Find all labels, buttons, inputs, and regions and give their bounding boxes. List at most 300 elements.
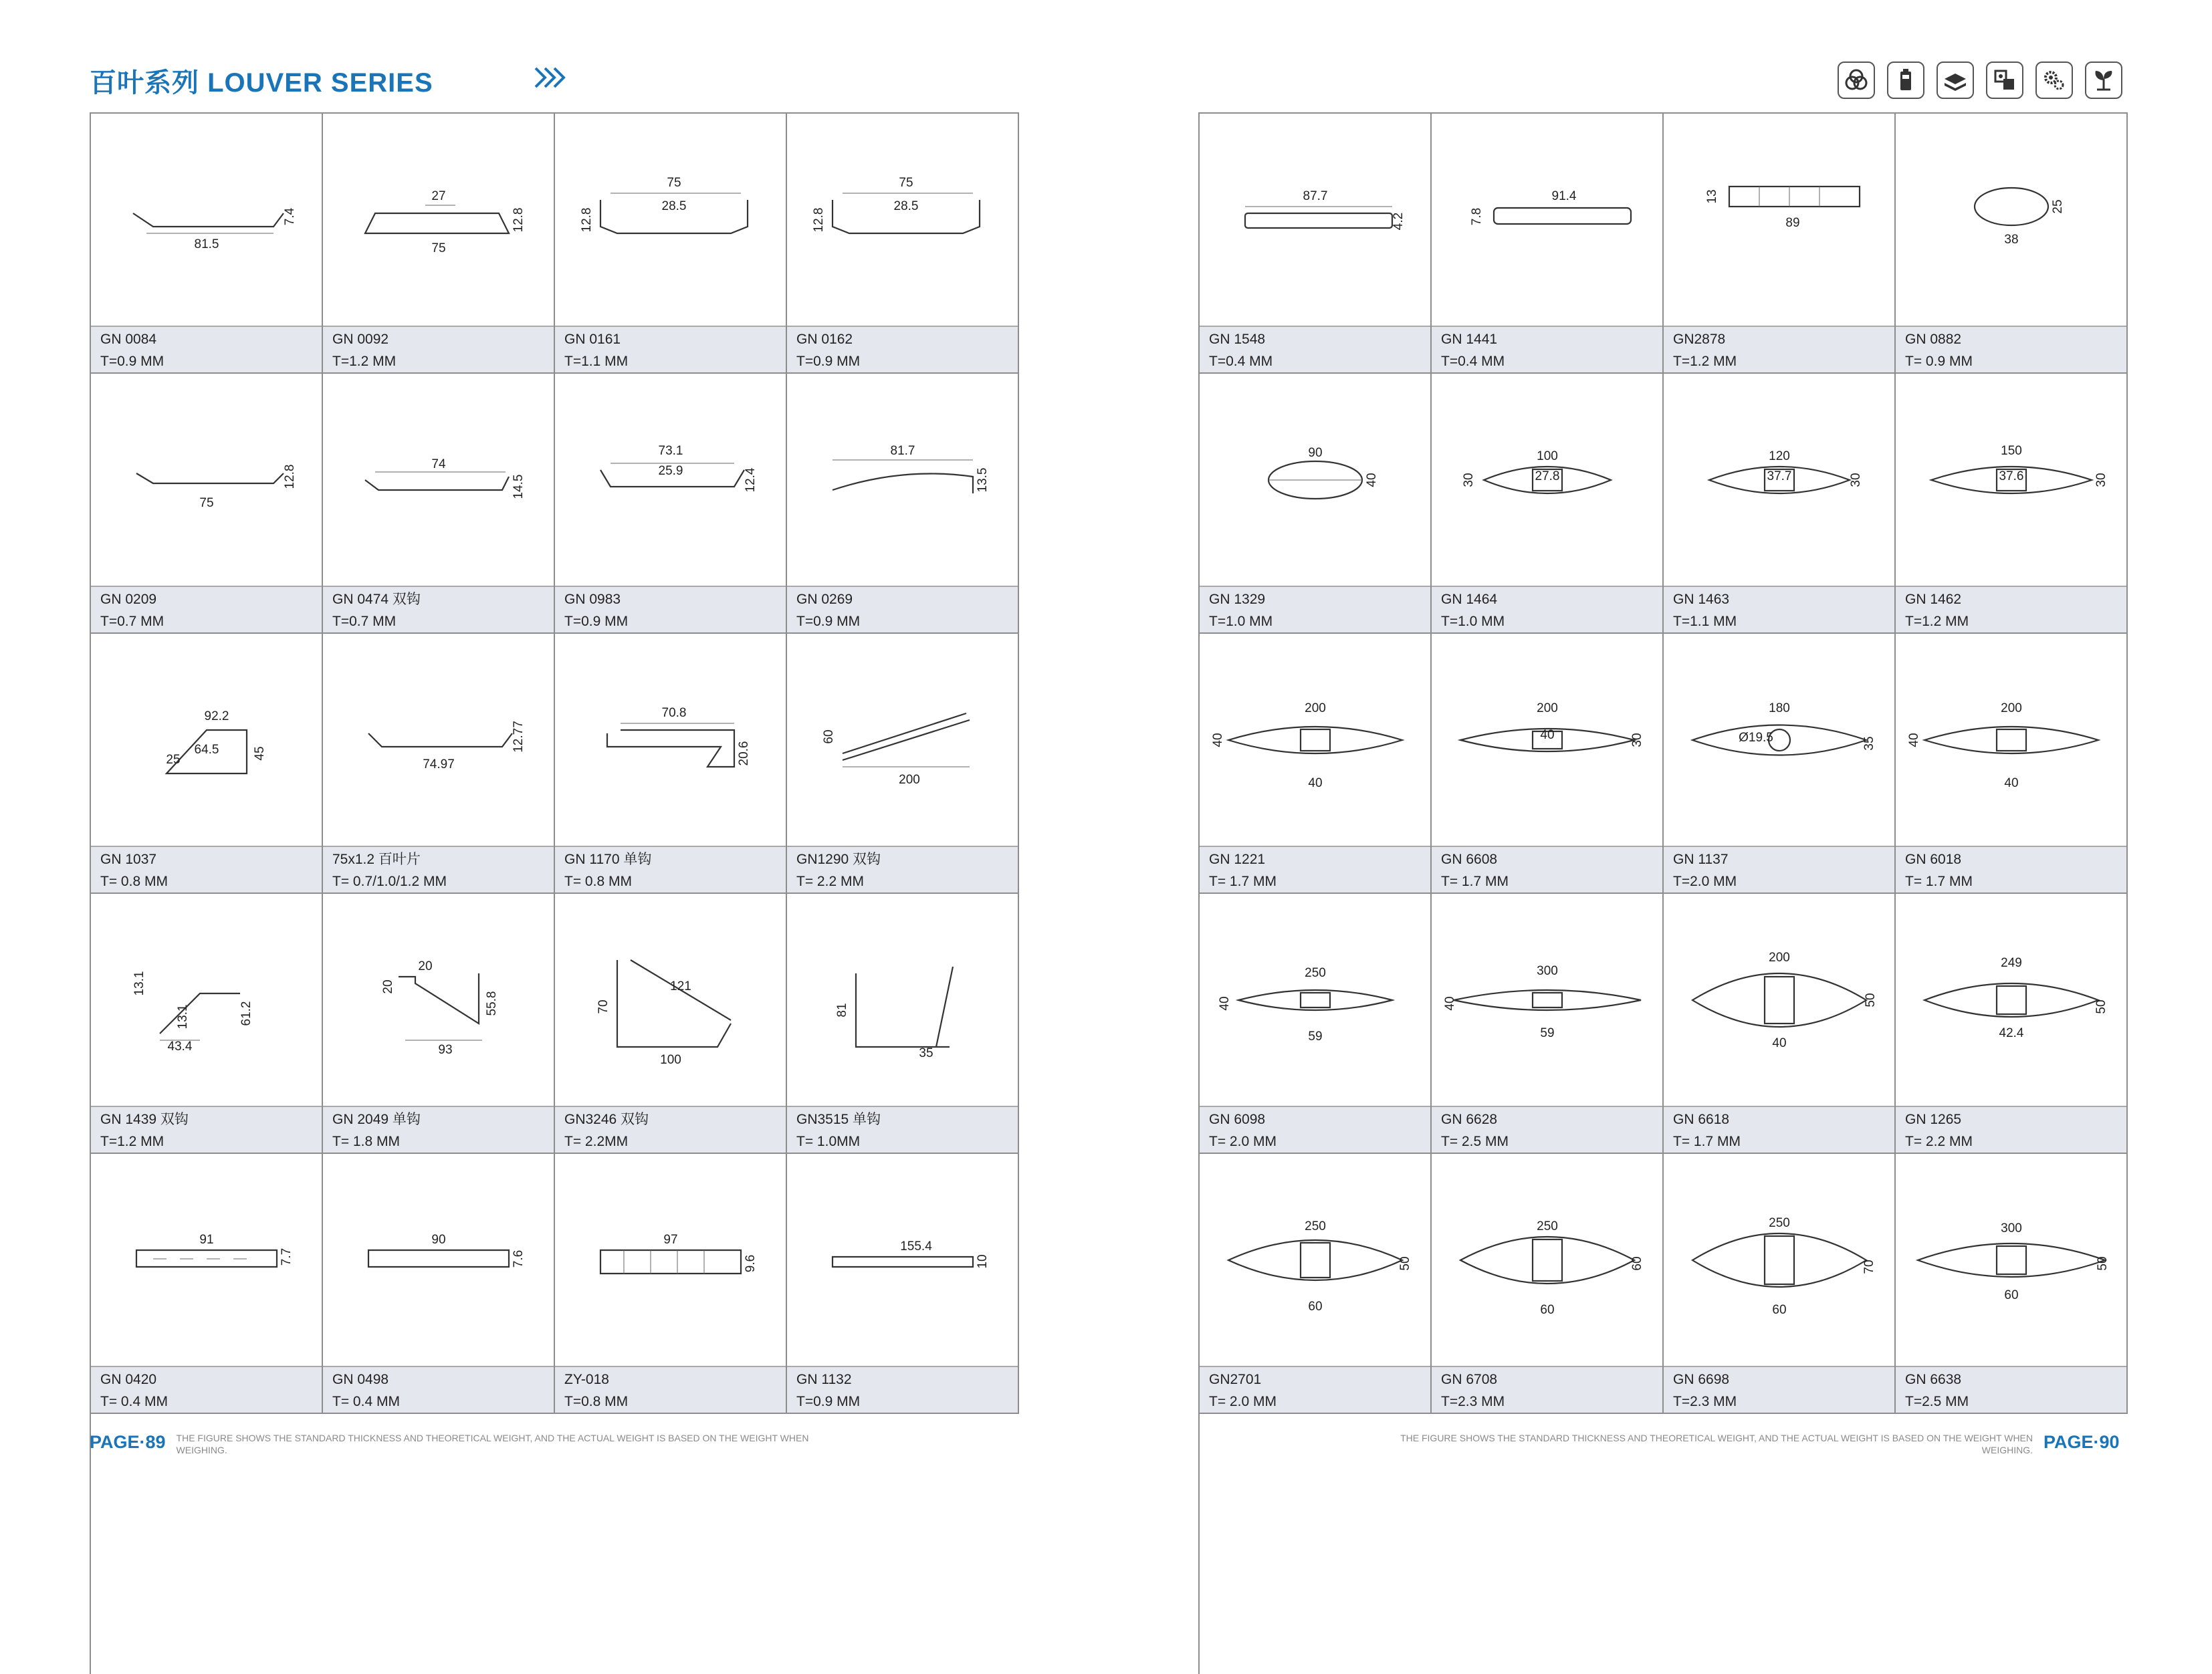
product-code: GN2701 xyxy=(1209,1372,1262,1387)
product-cell xyxy=(91,634,323,894)
product-code: GN3246 双钩 xyxy=(564,1112,649,1127)
profile-drawing xyxy=(787,1154,1018,1366)
product-info xyxy=(1896,326,2126,372)
profile-drawing xyxy=(1896,1154,2126,1366)
product-cell xyxy=(555,114,787,374)
product-cell xyxy=(1200,374,1432,634)
product-info xyxy=(1432,1106,1662,1153)
product-info xyxy=(1432,326,1662,372)
dimension-label: 97 xyxy=(663,1232,678,1247)
dimension-label: 40 xyxy=(1217,995,1232,1011)
product-info xyxy=(1896,1106,2126,1153)
product-code: GN 1464 xyxy=(1441,592,1498,607)
dimension-label: 70 xyxy=(596,999,611,1014)
dimension-label: 60 xyxy=(1630,1256,1644,1271)
dimension-label: 300 xyxy=(2000,1221,2022,1235)
dimension-label: 30 xyxy=(1630,732,1644,747)
dimension-label: 37.6 xyxy=(1999,469,2023,483)
dimension-label: 38 xyxy=(2003,232,2019,247)
page-number-right: PAGE·90 xyxy=(2043,1432,2120,1452)
product-thickness: T=1.0 MM xyxy=(1441,614,1505,629)
profile-drawing xyxy=(787,894,1018,1106)
product-cell xyxy=(1896,634,2128,894)
dimension-label: 25 xyxy=(165,752,181,767)
profile-drawing xyxy=(91,1154,322,1366)
product-cell xyxy=(787,634,1019,894)
profile-drawing xyxy=(1896,374,2126,586)
dimension-label: 35 xyxy=(1862,735,1876,751)
dimension-label: 28.5 xyxy=(893,199,918,213)
product-code: GN 1463 xyxy=(1673,592,1730,607)
circuit-icon xyxy=(1986,62,2023,99)
dimension-label: 40 xyxy=(1771,1036,1787,1050)
dimension-label: 75 xyxy=(199,495,214,510)
product-code: GN 6698 xyxy=(1673,1372,1730,1387)
dimension-label: 12.4 xyxy=(743,467,758,492)
product-thickness: T= 1.7 MM xyxy=(1905,874,1973,889)
product-code: GN 0498 xyxy=(332,1372,389,1387)
product-cell xyxy=(555,1154,787,1414)
dimension-label: 93 xyxy=(437,1042,453,1057)
dimension-label: 250 xyxy=(1768,1215,1790,1230)
product-thickness: T=0.7 MM xyxy=(332,614,397,629)
product-info xyxy=(1432,586,1662,632)
product-code: GN 6708 xyxy=(1441,1372,1498,1387)
product-thickness: T=2.3 MM xyxy=(1441,1394,1505,1409)
product-thickness: T= 2.0 MM xyxy=(1209,1394,1277,1409)
dimension-label: 180 xyxy=(1768,701,1790,715)
product-info xyxy=(1432,846,1662,892)
right-footer xyxy=(1357,1432,2120,1456)
product-info xyxy=(323,1366,554,1413)
product-info xyxy=(91,1366,322,1413)
dimension-label: 60 xyxy=(2003,1288,2019,1302)
dimension-label: 75 xyxy=(898,175,913,190)
product-thickness: T=0.4 MM xyxy=(1441,354,1505,369)
product-code: GN 6628 xyxy=(1441,1112,1498,1127)
dimension-label: 90 xyxy=(431,1232,446,1247)
dimension-label: 7.4 xyxy=(282,207,297,225)
profile-drawing xyxy=(91,114,322,326)
product-cell xyxy=(91,894,323,1154)
dimension-label: 50 xyxy=(2095,1256,2110,1271)
product-cell xyxy=(1664,634,1896,894)
page-title: 百叶系列 LOUVER SERIES xyxy=(90,68,433,98)
profile-drawing xyxy=(1664,634,1894,846)
product-cell xyxy=(1200,114,1432,374)
product-cell xyxy=(787,1154,1019,1414)
product-info xyxy=(1200,586,1430,632)
profile-drawing xyxy=(1432,374,1662,586)
dimension-label: 81 xyxy=(835,1002,849,1018)
product-code: GN 6608 xyxy=(1441,852,1498,867)
product-thickness: T=2.0 MM xyxy=(1673,874,1737,889)
profile-drawing xyxy=(1664,374,1894,586)
product-code: GN 1548 xyxy=(1209,332,1266,347)
product-info xyxy=(323,586,554,632)
dimension-label: 61.2 xyxy=(239,1001,253,1026)
profile-drawing xyxy=(1200,634,1430,846)
dimension-label: 81.5 xyxy=(194,237,219,251)
dimension-label: 100 xyxy=(1536,449,1558,463)
product-code: GN 0092 xyxy=(332,332,389,347)
dimension-label: 70.8 xyxy=(661,705,686,720)
product-cell xyxy=(787,374,1019,634)
dimension-label: 59 xyxy=(1307,1029,1323,1044)
footer-note-right: THE FIGURE SHOWS THE STANDARD THICKNESS AND THEORETICAL WEIGHT, AND THE ACTUAL WEIGHT IS BASED ON THE WEIGHT WHEN WEIGHING. xyxy=(1400,1433,2033,1455)
dimension-label: 74.97 xyxy=(422,757,455,771)
dimension-label: 250 xyxy=(1304,1219,1326,1233)
dimension-label: 81.7 xyxy=(890,443,915,458)
dimension-label: 40 xyxy=(1539,727,1555,742)
dimension-label: 12.8 xyxy=(811,207,826,232)
product-code: GN 0474 双钩 xyxy=(332,592,421,607)
dimension-label: 75 xyxy=(666,175,681,190)
product-thickness: T=1.1 MM xyxy=(564,354,629,369)
product-cell xyxy=(1432,114,1664,374)
page-number-left: PAGE·89 xyxy=(90,1432,166,1452)
dimension-label: 249 xyxy=(2000,955,2022,970)
product-thickness: T= 2.2 MM xyxy=(1905,1134,1973,1149)
product-info xyxy=(555,1106,786,1153)
product-code: GN 0983 xyxy=(564,592,621,607)
dimension-label: 13.1 xyxy=(132,971,146,995)
dimension-label: 13.1 xyxy=(175,1004,190,1029)
product-info xyxy=(1896,846,2126,892)
profile-drawing xyxy=(323,894,554,1106)
dimension-label: 28.5 xyxy=(661,199,686,213)
product-info xyxy=(323,326,554,372)
product-thickness: T=1.2 MM xyxy=(1673,354,1737,369)
product-cell xyxy=(1896,374,2128,634)
product-info xyxy=(1200,846,1430,892)
recycle-icon xyxy=(1838,62,1875,99)
double-chevron-right-icon xyxy=(532,64,569,91)
dimension-label: 55.8 xyxy=(484,991,499,1015)
product-info xyxy=(787,586,1018,632)
product-info xyxy=(555,1366,786,1413)
dimension-label: 40 xyxy=(1210,732,1225,747)
product-thickness: T= 1.8 MM xyxy=(332,1134,400,1149)
profile-drawing xyxy=(323,374,554,586)
dimension-label: 87.7 xyxy=(1303,189,1327,203)
product-code: GN 6098 xyxy=(1209,1112,1266,1127)
product-thickness: T= 2.2 MM xyxy=(796,874,864,889)
left-footer xyxy=(90,1432,852,1456)
dimension-label: 20 xyxy=(380,979,395,994)
product-info xyxy=(323,846,554,892)
profile-drawing xyxy=(787,374,1018,586)
dimension-label: 50 xyxy=(1398,1256,1412,1271)
eco-plant-icon xyxy=(2085,62,2122,99)
product-code: GN 0882 xyxy=(1905,332,1962,347)
dimension-label: 7.8 xyxy=(1469,207,1484,225)
profile-drawing xyxy=(1432,1154,1662,1366)
product-code: GN 0420 xyxy=(100,1372,157,1387)
product-info xyxy=(1200,326,1430,372)
product-info xyxy=(555,586,786,632)
product-cell xyxy=(91,374,323,634)
dimension-label: 12.77 xyxy=(511,720,526,753)
product-info xyxy=(1200,1106,1430,1153)
dimension-label: 30 xyxy=(1848,472,1863,487)
dimension-label: 12.8 xyxy=(511,207,526,232)
product-code: GN 6638 xyxy=(1905,1372,1962,1387)
product-code: GN 0161 xyxy=(564,332,621,347)
product-thickness: T=0.9 MM xyxy=(100,354,164,369)
product-code: GN2878 xyxy=(1673,332,1726,347)
product-info xyxy=(91,586,322,632)
product-code: ZY-018 xyxy=(564,1372,609,1387)
product-thickness: T=0.7 MM xyxy=(100,614,164,629)
product-thickness: T= 1.0MM xyxy=(796,1134,861,1149)
profile-drawing xyxy=(1200,894,1430,1106)
product-info xyxy=(787,846,1018,892)
product-code: GN1290 双钩 xyxy=(796,852,881,867)
product-thickness: T=0.4 MM xyxy=(1209,354,1273,369)
profile-drawing xyxy=(1200,374,1430,586)
dimension-label: 200 xyxy=(898,772,920,787)
product-thickness: T= 2.5 MM xyxy=(1441,1134,1509,1149)
product-cell xyxy=(555,374,787,634)
dimension-label: 60 xyxy=(1539,1302,1555,1317)
dimension-label: 12.8 xyxy=(282,464,297,489)
product-info xyxy=(555,326,786,372)
product-thickness: T= 1.7 MM xyxy=(1673,1134,1741,1149)
profile-drawing xyxy=(323,634,554,846)
dimension-label: 92.2 xyxy=(204,709,229,723)
profile-drawing xyxy=(555,1154,786,1366)
product-cell xyxy=(555,634,787,894)
product-info xyxy=(1432,1366,1662,1413)
product-thickness: T=0.9 MM xyxy=(796,1394,861,1409)
profile-drawing xyxy=(1896,634,2126,846)
dimension-label: 150 xyxy=(2000,443,2022,458)
dimension-label: 250 xyxy=(1536,1219,1558,1233)
dimension-label: 7.7 xyxy=(279,1247,294,1266)
product-code: GN 0162 xyxy=(796,332,853,347)
dimension-label: 14.5 xyxy=(511,474,526,499)
product-thickness: T=0.9 MM xyxy=(796,354,861,369)
dimension-label: 13 xyxy=(1704,189,1719,204)
product-thickness: T=1.1 MM xyxy=(1673,614,1737,629)
product-cell xyxy=(1432,374,1664,634)
product-info xyxy=(91,1106,322,1153)
product-info xyxy=(1664,586,1894,632)
dimension-label: 40 xyxy=(1364,472,1379,487)
dimension-label: 40 xyxy=(1906,732,1921,747)
profile-drawing xyxy=(91,634,322,846)
product-code: GN 1037 xyxy=(100,852,157,867)
product-cell xyxy=(1200,1154,1432,1414)
product-code: GN 6618 xyxy=(1673,1112,1730,1127)
footer-note-left: THE FIGURE SHOWS THE STANDARD THICKNESS AND THEORETICAL WEIGHT, AND THE ACTUAL WEIGHT IS BASED ON THE WEIGHT WHEN WEIGHING. xyxy=(176,1433,809,1455)
profile-drawing xyxy=(555,114,786,326)
product-thickness: T=1.2 MM xyxy=(1905,614,1969,629)
dimension-label: 7.6 xyxy=(511,1249,526,1268)
product-info xyxy=(1664,1106,1894,1153)
product-code: GN3515 单钩 xyxy=(796,1112,881,1127)
product-cell xyxy=(1432,894,1664,1154)
product-cell xyxy=(323,374,555,634)
dimension-label: 120 xyxy=(1768,449,1790,463)
product-cell xyxy=(323,634,555,894)
product-thickness: T=2.5 MM xyxy=(1905,1394,1969,1409)
product-thickness: T=1.0 MM xyxy=(1209,614,1273,629)
product-info xyxy=(1664,1366,1894,1413)
dimension-label: 60 xyxy=(821,729,836,744)
profile-drawing xyxy=(555,894,786,1106)
product-cell xyxy=(1896,114,2128,374)
product-cell xyxy=(323,894,555,1154)
product-thickness: T=1.2 MM xyxy=(100,1134,164,1149)
dimension-label: 59 xyxy=(1539,1026,1555,1040)
product-info xyxy=(1896,586,2126,632)
product-thickness: T= 0.9 MM xyxy=(1905,354,1973,369)
product-code: 75x1.2 百叶片 xyxy=(332,852,421,867)
product-cell xyxy=(1432,1154,1664,1414)
dimension-label: 25 xyxy=(2050,199,2065,214)
product-code: GN 6018 xyxy=(1905,852,1962,867)
product-info xyxy=(787,1106,1018,1153)
dimension-label: 13.5 xyxy=(975,467,990,492)
product-thickness: T= 0.8 MM xyxy=(564,874,632,889)
product-thickness: T= 0.4 MM xyxy=(100,1394,168,1409)
product-thickness: T=2.3 MM xyxy=(1673,1394,1737,1409)
product-code: GN 1170 单钩 xyxy=(564,852,652,867)
product-cell xyxy=(1896,1154,2128,1414)
profile-drawing xyxy=(1896,894,2126,1106)
dimension-label: 90 xyxy=(1307,445,1323,460)
battery-icon xyxy=(1887,62,1924,99)
product-cell xyxy=(323,1154,555,1414)
dimension-label: 250 xyxy=(1304,965,1326,980)
dimension-label: 91.4 xyxy=(1551,189,1576,203)
dimension-label: 12.8 xyxy=(579,207,594,232)
product-thickness: T= 0.4 MM xyxy=(332,1394,400,1409)
product-code: GN 1439 双钩 xyxy=(100,1112,189,1127)
product-info xyxy=(1200,1366,1430,1413)
product-cell xyxy=(787,894,1019,1154)
product-code: GN 1265 xyxy=(1905,1112,1962,1127)
dimension-label: 200 xyxy=(1536,701,1558,715)
profile-drawing xyxy=(91,374,322,586)
profile-drawing xyxy=(323,114,554,326)
product-thickness: T= 1.7 MM xyxy=(1209,874,1277,889)
dimension-label: 74 xyxy=(431,457,446,471)
product-cell xyxy=(787,114,1019,374)
dimension-label: 155.4 xyxy=(899,1239,932,1253)
product-thickness: T=0.9 MM xyxy=(796,614,861,629)
dimension-label: 200 xyxy=(2000,701,2022,715)
product-cell xyxy=(555,894,787,1154)
profile-drawing xyxy=(1200,1154,1430,1366)
profile-drawing xyxy=(1200,114,1430,326)
product-code: GN 1329 xyxy=(1209,592,1266,607)
profile-drawing xyxy=(787,634,1018,846)
product-code: GN 1137 xyxy=(1673,852,1729,867)
product-thickness: T= 2.0 MM xyxy=(1209,1134,1277,1149)
product-code: GN 1441 xyxy=(1441,332,1498,347)
product-info xyxy=(1664,846,1894,892)
dimension-label: 89 xyxy=(1785,215,1800,230)
dimension-label: 40 xyxy=(2003,775,2019,790)
dimension-label: 37.7 xyxy=(1767,469,1791,483)
dimension-label: 9.6 xyxy=(743,1254,758,1272)
product-code: GN 0084 xyxy=(100,332,157,347)
dimension-label: 35 xyxy=(918,1046,933,1060)
product-cell xyxy=(1200,634,1432,894)
profile-drawing xyxy=(1664,894,1894,1106)
product-info xyxy=(1896,1366,2126,1413)
product-code: GN 0269 xyxy=(796,592,853,607)
dimension-label: 73.1 xyxy=(658,443,683,458)
dimension-label: 30 xyxy=(2094,472,2108,487)
dimension-label: 40 xyxy=(1442,995,1457,1011)
product-info xyxy=(323,1106,554,1153)
dimension-label: 4.2 xyxy=(1391,212,1406,230)
dimension-label: 100 xyxy=(659,1052,681,1067)
product-thickness: T=1.2 MM xyxy=(332,354,397,369)
profile-drawing xyxy=(1664,1154,1894,1366)
dimension-label: 200 xyxy=(1304,701,1326,715)
product-thickness: T= 1.7 MM xyxy=(1441,874,1509,889)
product-info xyxy=(787,1366,1018,1413)
dimension-label: 50 xyxy=(1863,992,1878,1007)
dimension-label: 50 xyxy=(2094,999,2108,1014)
profile-drawing xyxy=(555,634,786,846)
profile-drawing xyxy=(1896,114,2126,326)
dimension-label: 27.8 xyxy=(1535,469,1559,483)
dimension-label: 40 xyxy=(1307,775,1323,790)
product-cell xyxy=(1664,114,1896,374)
dimension-label: 30 xyxy=(1461,472,1476,487)
product-info xyxy=(91,326,322,372)
product-cell xyxy=(323,114,555,374)
product-thickness: T= 2.2MM xyxy=(564,1134,629,1149)
dimension-label: 60 xyxy=(1307,1299,1323,1314)
profile-drawing xyxy=(1432,894,1662,1106)
dimension-label: 75 xyxy=(431,241,446,255)
feature-icon-strip xyxy=(1838,62,2122,100)
dimension-label: 20.6 xyxy=(736,741,751,765)
profile-drawing xyxy=(1432,634,1662,846)
dimension-label: 91 xyxy=(199,1232,214,1247)
product-code: GN 1221 xyxy=(1209,852,1266,867)
gears-icon xyxy=(2035,62,2073,99)
product-cell xyxy=(1664,894,1896,1154)
profile-drawing xyxy=(1664,114,1894,326)
profile-drawing xyxy=(323,1154,554,1366)
dimension-label: 300 xyxy=(1536,963,1558,978)
profile-drawing xyxy=(555,374,786,586)
dimension-label: 200 xyxy=(1768,950,1790,965)
dimension-label: 121 xyxy=(669,979,691,993)
product-thickness: T= 0.8 MM xyxy=(100,874,168,889)
product-info xyxy=(91,846,322,892)
dimension-label: 20 xyxy=(417,959,433,973)
dimension-label: Ø19.5 xyxy=(1738,730,1773,745)
product-cell xyxy=(91,1154,323,1414)
product-info xyxy=(555,846,786,892)
product-info xyxy=(1664,326,1894,372)
product-cell xyxy=(1896,894,2128,1154)
product-code: GN 1132 xyxy=(796,1372,852,1387)
product-code: GN 2049 单钩 xyxy=(332,1112,421,1127)
product-cell xyxy=(1432,634,1664,894)
product-code: GN 1462 xyxy=(1905,592,1962,607)
product-thickness: T=0.9 MM xyxy=(564,614,629,629)
